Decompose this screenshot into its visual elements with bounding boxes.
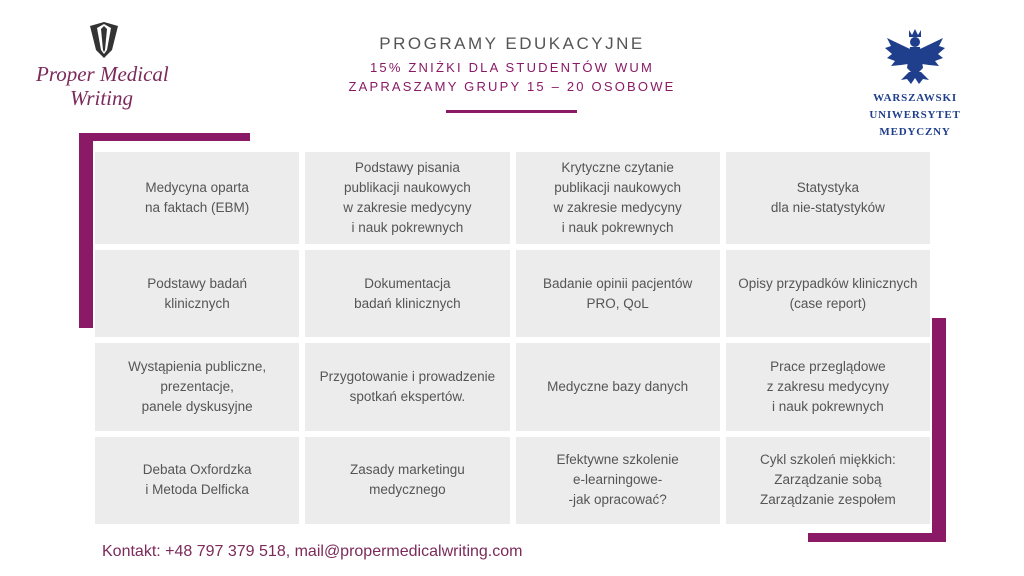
decor-bar-right: [932, 318, 946, 542]
course-tile: Badanie opinii pacjentów PRO, QoL: [516, 250, 720, 337]
proper-medical-writing-logo: [34, 20, 184, 120]
page-title: PROGRAMY EDUKACYJNE: [379, 34, 645, 53]
course-tile: Prace przeglądowe z zakresu medycyny i nauk pokrewnych: [726, 343, 930, 430]
course-tile: Efektywne szkolenie e-learningowe- -jak opracować?: [516, 437, 720, 524]
wum-name-line2: UNIWERSYTET: [869, 109, 961, 121]
course-tile: Medyczne bazy danych: [516, 343, 720, 430]
course-tile: Medycyna oparta na faktach (EBM): [95, 152, 299, 244]
eagle-emblem-icon: [883, 28, 947, 86]
decor-bar-left: [79, 133, 93, 328]
courses-grid: [95, 152, 930, 524]
course-tile: Wystąpienia publiczne, prezentacje, panele dyskusyjne: [95, 343, 299, 430]
header-divider: [446, 110, 577, 113]
course-tile: Statystyka dla nie-statystyków: [726, 152, 930, 244]
course-tile: Przygotowanie i prowadzenie spotkań ekspertów.: [305, 343, 509, 430]
wum-name-line1: WARSZAWSKI: [873, 92, 957, 104]
fountain-pen-nib-icon: [82, 20, 126, 60]
course-tile: Opisy przypadków klinicznych (case report): [726, 250, 930, 337]
course-tile: Podstawy pisania publikacji naukowych w zakresie medycyny i nauk pokrewnych: [305, 152, 509, 244]
discount-subtitle: 15% ZNIŻKI DLA STUDENTÓW WUM: [369, 60, 655, 75]
logo-text-line2: Writing: [70, 86, 134, 110]
course-tile: Cykl szkoleń miękkich: Zarządzanie sobą Zarządzanie zespołem: [726, 437, 930, 524]
wum-name-line3: MEDYCZNY: [879, 126, 951, 138]
page-header: [262, 34, 762, 94]
course-tile: Podstawy badań klinicznych: [95, 250, 299, 337]
course-tile: Zasady marketingu medycznego: [305, 437, 509, 524]
groups-subtitle: ZAPRASZAMY GRUPY 15 – 20 OSOBOWE: [348, 79, 676, 94]
course-tile: Krytyczne czytanie publikacji naukowych w zakresie medycyny i nauk pokrewnych: [516, 152, 720, 244]
decor-bar-top-left: [79, 133, 250, 141]
wum-logo: [860, 28, 970, 148]
logo-text-line1: Proper Medical: [36, 62, 169, 86]
decor-bar-bottom-right: [808, 533, 946, 542]
course-tile: Dokumentacja badań klinicznych: [305, 250, 509, 337]
contact-info: Kontakt: +48 797 379 518, mail@propermedicalwriting.com: [102, 543, 523, 560]
course-tile: Debata Oxfordzka i Metoda Delficka: [95, 437, 299, 524]
